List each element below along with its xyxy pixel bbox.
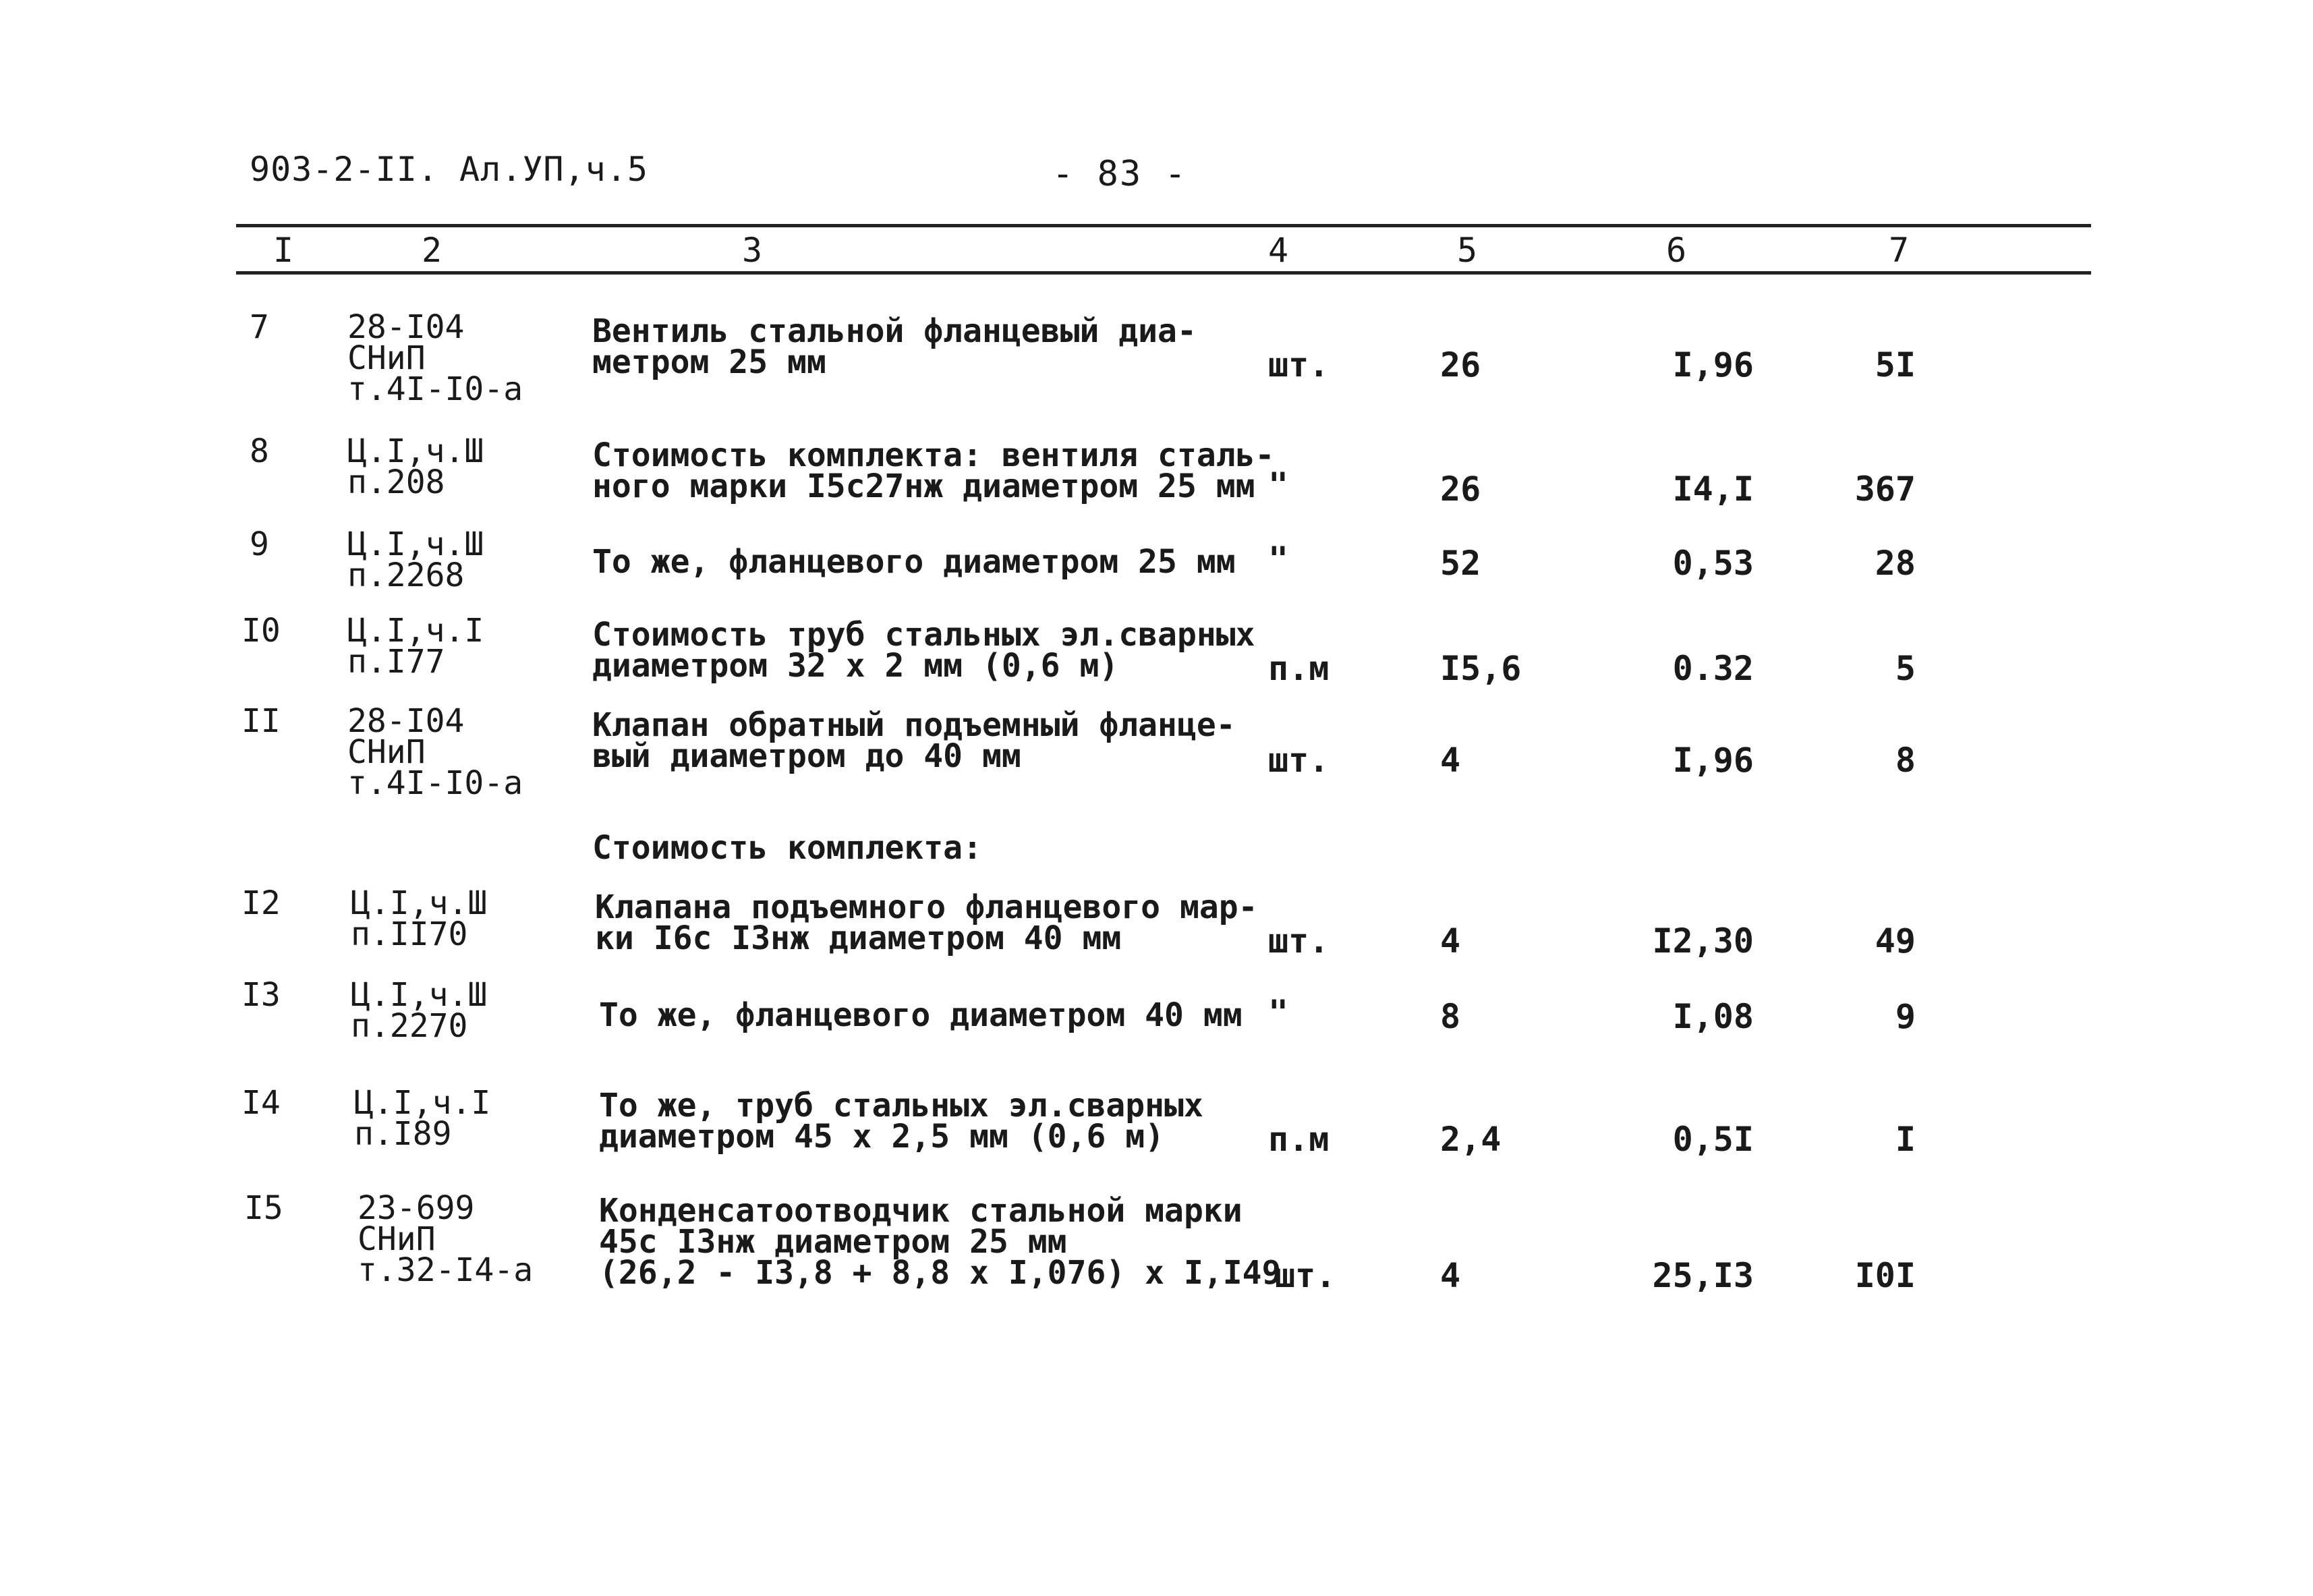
unit-price-cell: I,96: [1672, 345, 1754, 384]
quantity-cell: 4: [1440, 741, 1461, 780]
unit-price-cell: I,08: [1672, 997, 1754, 1036]
total-cell: I0I: [1854, 1256, 1916, 1295]
column-header-4: 4: [1268, 231, 1289, 270]
unit-cell: ": [1268, 465, 1289, 505]
unit-cell: шт.: [1268, 741, 1330, 780]
description-line: То же, фланцевого диаметром 25 мм: [592, 543, 1236, 581]
description-line: То же, фланцевого диаметром 40 мм: [599, 996, 1243, 1034]
description-line: Клапана подъемного фланцевого мар-: [595, 888, 1258, 926]
table-header-rule: [236, 271, 2091, 275]
description-line: Вентиль стальной фланцевый диа-: [592, 312, 1197, 350]
description-line: Стоимость комплекта:: [592, 829, 982, 867]
reference-code-line: 28-I04: [347, 702, 465, 740]
column-header-3: 3: [742, 231, 763, 270]
quantity-cell: 4: [1440, 921, 1461, 961]
description-line: То же, труб стальных эл.сварных: [599, 1087, 1203, 1124]
quantity-cell: 52: [1440, 544, 1481, 583]
quantity-cell: 4: [1440, 1256, 1461, 1295]
unit-price-cell: 0,53: [1672, 544, 1754, 583]
total-cell: 367: [1854, 469, 1916, 509]
total-cell: 28: [1875, 544, 1916, 583]
total-cell: 5: [1895, 649, 1916, 688]
table-top-rule: [236, 224, 2091, 227]
quantity-cell: 26: [1440, 345, 1481, 384]
reference-code-line: Ц.I,ч.I: [354, 1084, 491, 1122]
total-cell: I: [1895, 1120, 1916, 1159]
column-header-7: 7: [1889, 231, 1910, 270]
reference-code-line: СНиП: [358, 1220, 436, 1258]
row-number: 7: [250, 308, 269, 346]
column-header-5: 5: [1457, 231, 1478, 270]
quantity-cell: 2,4: [1440, 1120, 1502, 1159]
description-line: (26,2 - I3,8 + 8,8 х I,076) х I,I49: [599, 1254, 1282, 1292]
reference-code-line: 28-I04: [347, 308, 465, 346]
reference-code-line: Ц.I,ч.I: [347, 612, 484, 650]
column-header-2: 2: [422, 231, 442, 270]
row-number: I2: [241, 884, 281, 922]
description-line: метром 25 мм: [592, 343, 826, 381]
page-number: - 83 -: [1052, 154, 1187, 194]
total-cell: 8: [1895, 741, 1916, 780]
reference-code-line: 23-699: [358, 1189, 475, 1227]
unit-cell: шт.: [1275, 1256, 1336, 1295]
description-line: диаметром 45 х 2,5 мм (0,6 м): [599, 1118, 1165, 1156]
reference-code-line: п.208: [347, 463, 445, 501]
unit-price-cell: I,96: [1672, 741, 1754, 780]
total-cell: 5I: [1875, 345, 1916, 384]
reference-code-line: т.4I-I0-а: [347, 764, 523, 802]
total-cell: 9: [1895, 997, 1916, 1036]
row-number: I0: [241, 612, 281, 650]
total-cell: 49: [1875, 921, 1916, 961]
column-header-6: 6: [1666, 231, 1687, 270]
unit-price-cell: 0,5I: [1672, 1120, 1754, 1159]
reference-code-line: Ц.I,ч.Ш: [351, 976, 488, 1014]
unit-cell: шт.: [1268, 345, 1330, 384]
description-line: Клапан обратный подъемный фланце-: [592, 706, 1236, 744]
reference-code-line: п.2268: [347, 557, 465, 594]
description-line: ки I6с I3нж диаметром 40 мм: [595, 919, 1122, 957]
reference-code-line: Ц.I,ч.Ш: [347, 525, 484, 563]
reference-code-line: СНиП: [347, 339, 426, 377]
unit-price-cell: I4,I: [1672, 469, 1754, 509]
row-number: 8: [250, 432, 269, 470]
description-line: ного марки I5с27нж диаметром 25 мм: [592, 467, 1255, 505]
unit-cell: ": [1268, 540, 1289, 579]
description-line: Стоимость комплекта: вентиля сталь-: [592, 436, 1275, 474]
reference-code-line: Ц.I,ч.Ш: [347, 432, 484, 470]
description-line: Стоимость труб стальных эл.сварных: [592, 616, 1255, 654]
unit-cell: п.м: [1268, 1120, 1330, 1159]
reference-code-line: т.32-I4-а: [358, 1251, 534, 1289]
unit-price-cell: I2,30: [1652, 921, 1754, 961]
description-line: вый диаметром до 40 мм: [592, 737, 1021, 775]
reference-code-line: Ц.I,ч.Ш: [351, 884, 488, 922]
reference-code-line: СНиП: [347, 733, 426, 771]
row-number: I5: [244, 1189, 283, 1227]
document-code: 903-2-II. Ал.УП,ч.5: [250, 150, 648, 189]
reference-code-line: п.I89: [354, 1115, 452, 1153]
row-number: I3: [241, 976, 281, 1014]
quantity-cell: 8: [1440, 997, 1461, 1036]
reference-code-line: т.4I-I0-а: [347, 370, 523, 408]
column-header-1: I: [273, 231, 294, 270]
unit-cell: ": [1268, 993, 1289, 1032]
description-line: Конденсатоотводчик стальной марки: [599, 1192, 1243, 1230]
unit-cell: п.м: [1268, 649, 1330, 688]
unit-price-cell: 0.32: [1672, 649, 1754, 688]
row-number: II: [241, 702, 281, 740]
reference-code-line: п.II70: [351, 915, 468, 953]
row-number: 9: [250, 525, 269, 563]
reference-code-line: п.2270: [351, 1007, 468, 1045]
unit-price-cell: 25,I3: [1652, 1256, 1754, 1295]
quantity-cell: 26: [1440, 469, 1481, 509]
unit-cell: шт.: [1268, 921, 1330, 961]
reference-code-line: п.I77: [347, 643, 445, 681]
description-line: диаметром 32 х 2 мм (0,6 м): [592, 647, 1119, 685]
description-line: 45с I3нж диаметром 25 мм: [599, 1223, 1067, 1261]
quantity-cell: I5,6: [1440, 649, 1522, 688]
row-number: I4: [241, 1084, 281, 1122]
